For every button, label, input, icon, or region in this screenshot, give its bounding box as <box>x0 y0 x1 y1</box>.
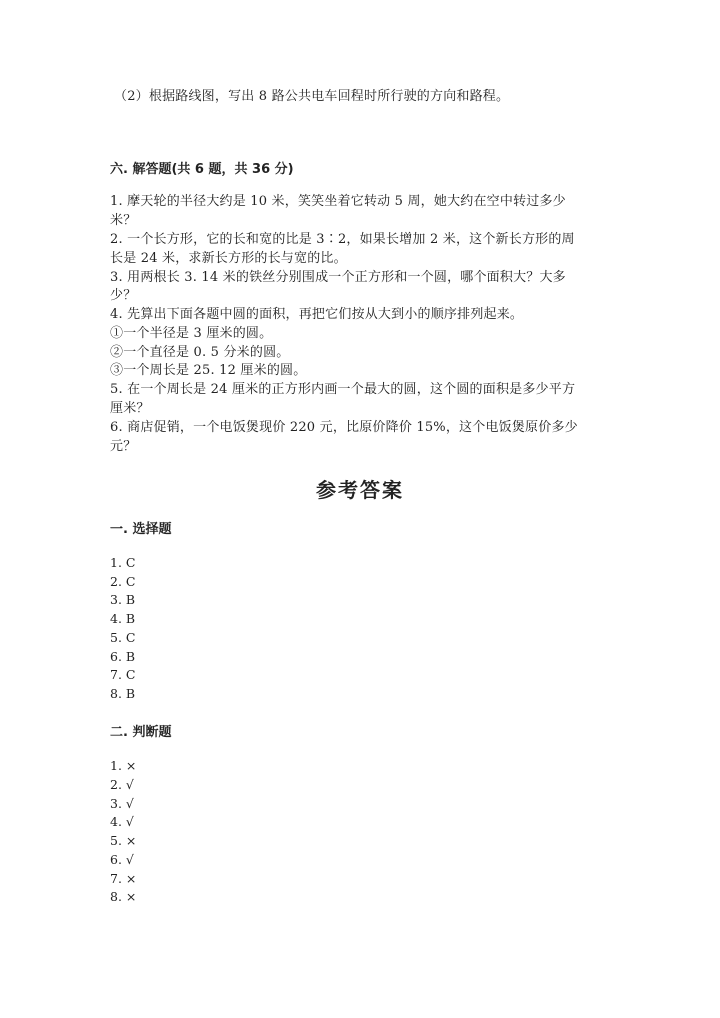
answer-item: 4. B <box>110 611 136 626</box>
answer-item: 1. C <box>110 555 136 570</box>
answer-item: 8. B <box>110 686 136 701</box>
answer-item: 4. √ <box>110 814 134 829</box>
answer-item: 1. × <box>110 758 137 773</box>
answer-item: 3. √ <box>110 796 134 811</box>
answer-item: 6. √ <box>110 852 134 867</box>
question-line: 4. 先算出下面各题中圆的面积，再把它们按从大到小的顺序排列起来。 <box>110 307 524 322</box>
answer-item: 8. × <box>110 889 137 904</box>
question-line: ②一个直径是 0. 5 分米的圆。 <box>110 345 290 360</box>
answer-item: 5. C <box>110 630 136 645</box>
question-line: ③一个周长是 25. 12 厘米的圆。 <box>110 363 307 378</box>
answer-item: 6. B <box>110 649 136 664</box>
question-line: 少？ <box>110 288 137 303</box>
answer-item: 7. C <box>110 667 136 682</box>
question-line: 长是 24 米，求新长方形的长与宽的比。 <box>110 251 347 266</box>
choice-section-heading: 一. 选择题 <box>110 522 172 537</box>
question-line: 5. 在一个周长是 24 厘米的正方形内画一个最大的圆，这个圆的面积是多少平方 <box>110 382 576 397</box>
answer-item: 3. B <box>110 592 136 607</box>
answer-item: 5. × <box>110 833 137 848</box>
answer-item: 7. × <box>110 871 137 886</box>
question-line: 2. 一个长方形，它的长和宽的比是 3∶2，如果长增加 2 米，这个新长方形的周 <box>110 232 575 247</box>
answer-item: 2. C <box>110 574 136 589</box>
question-line: 厘米？ <box>110 401 150 416</box>
question-line: 元？ <box>110 439 137 454</box>
intro-question: （2）根据路线图，写出 8 路公共电车回程时所行驶的方向和路程。 <box>114 89 510 104</box>
answer-item: 2. √ <box>110 777 134 792</box>
section6-heading: 六. 解答题(共 6 题，共 36 分) <box>110 162 294 177</box>
question-line: ①一个半径是 3 厘米的圆。 <box>110 326 273 341</box>
question-line: 1. 摩天轮的半径大约是 10 米，笑笑坐着它转动 5 周，她大约在空中转过多少 <box>110 194 566 209</box>
judge-section-heading: 二. 判断题 <box>110 725 172 740</box>
question-line: 3. 用两根长 3. 14 米的铁丝分别围成一个正方形和一个圆，哪个面积大？大多 <box>110 270 566 285</box>
question-line: 米？ <box>110 213 137 228</box>
question-line: 6. 商店促销，一个电饭煲现价 220 元，比原价降价 15%，这个电饭煲原价多少 <box>110 420 578 435</box>
answer-key-title: 参考答案 <box>316 478 404 502</box>
